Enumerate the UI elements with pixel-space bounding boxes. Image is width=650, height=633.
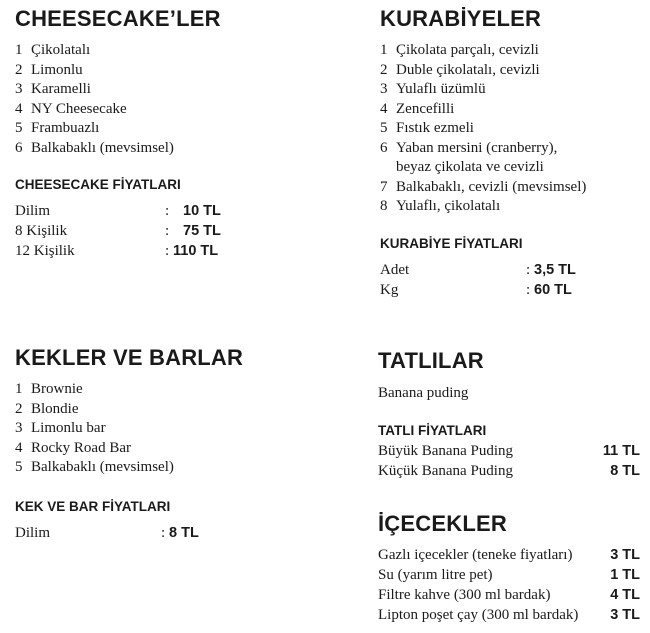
list-item: 3 Karamelli bbox=[15, 81, 91, 97]
list-item: 5 Frambuazlı bbox=[15, 120, 100, 136]
list-item: 2 Duble çikolatalı, cevizli bbox=[380, 61, 540, 78]
prices-title: KEK VE BAR FİYATLARI bbox=[15, 498, 171, 514]
list-item: 1 Çikolata parçalı, cevizli bbox=[380, 42, 539, 58]
list-item: 6 Balkabaklı (mevsimsel) bbox=[15, 139, 174, 156]
prices-title: KURABİYE FİYATLARI bbox=[380, 235, 523, 251]
price-row: Lipton poşet çay (300 ml bardak) 3 TL bbox=[378, 607, 640, 623]
price-row: Filtre kahve (300 ml bardak) 4 TL bbox=[378, 587, 640, 603]
list-item: 6 Yaban mersini (cranberry), bbox=[380, 139, 558, 156]
tatlilar-section bbox=[378, 348, 640, 481]
list-item: 1 Brownie bbox=[15, 381, 83, 397]
cheesecake-prices bbox=[15, 201, 255, 261]
prices-title: TATLI FİYATLARI bbox=[378, 422, 487, 438]
price-row: Gazlı içecekler (teneke fiyatları) 3 TL bbox=[378, 547, 640, 563]
section-title: CHEESECAKE’LER bbox=[15, 6, 221, 31]
price-row: 8 Kişilik : 75 TL bbox=[15, 223, 221, 239]
tatlilar-item: Banana puding bbox=[378, 385, 469, 401]
kurabiye-list bbox=[380, 41, 642, 217]
cheesecake-list bbox=[15, 41, 315, 158]
tatlilar-prices bbox=[378, 441, 640, 481]
kekler-prices bbox=[15, 523, 255, 543]
section-title: KEKLER VE BARLAR bbox=[15, 345, 244, 370]
list-item: 5 Fıstık ezmeli bbox=[380, 120, 474, 136]
price-row: Su (yarım litre pet) 1 TL bbox=[378, 567, 640, 583]
icecekler-section bbox=[378, 511, 640, 625]
price-row: Dilim : 10 TL bbox=[15, 203, 221, 219]
list-item: 8 Yulaflı, çikolatalı bbox=[380, 198, 501, 214]
kekler-section bbox=[15, 345, 315, 543]
price-row: Küçük Banana Puding 8 TL bbox=[378, 462, 640, 479]
list-item: 7 Balkabaklı, cevizli (mevsimsel) bbox=[380, 178, 587, 195]
list-item-continuation: beyaz çikolata ve cevizli bbox=[396, 159, 544, 175]
section-title: TATLILAR bbox=[378, 348, 484, 373]
section-title: KURABİYELER bbox=[380, 6, 542, 31]
icecekler-prices bbox=[378, 545, 640, 625]
list-item: 1 Çikolatalı bbox=[15, 42, 91, 58]
prices-title: CHEESECAKE FİYATLARI bbox=[15, 177, 181, 192]
cheesecake-section bbox=[15, 6, 315, 261]
kurabiye-section bbox=[380, 6, 642, 300]
list-item: 3 Yulaflı üzümlü bbox=[380, 81, 486, 97]
price-row: 12 Kişilik : 110 TL bbox=[15, 243, 219, 259]
list-item: 3 Limonlu bar bbox=[15, 420, 106, 436]
list-item: 5 Balkabaklı (mevsimsel) bbox=[15, 459, 174, 475]
list-item: 4 NY Cheesecake bbox=[15, 100, 127, 117]
price-row: Büyük Banana Puding 11 TL bbox=[378, 442, 640, 459]
list-item: 2 Blondie bbox=[15, 400, 79, 417]
price-row: Dilim : 8 TL bbox=[15, 524, 199, 541]
price-row: Kg : 60 TL bbox=[380, 281, 572, 298]
list-item: 2 Limonlu bbox=[15, 61, 83, 78]
section-title: İÇECEKLER bbox=[378, 511, 507, 536]
list-item: 4 Zencefilli bbox=[380, 100, 455, 117]
kekler-list bbox=[15, 380, 315, 478]
list-item: 4 Rocky Road Bar bbox=[15, 439, 131, 456]
kurabiye-prices bbox=[380, 260, 600, 300]
price-row: Adet : 3,5 TL bbox=[380, 261, 576, 278]
